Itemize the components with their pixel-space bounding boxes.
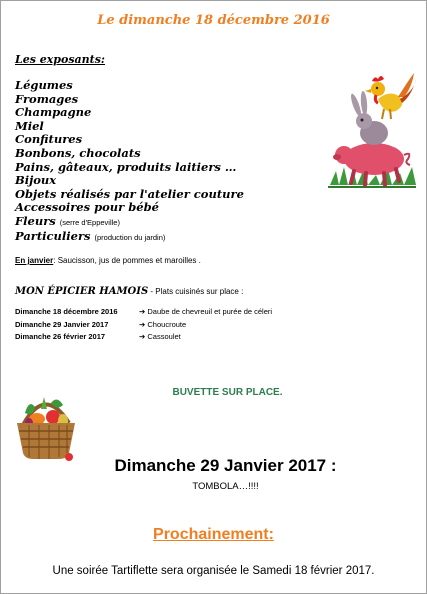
exhibitor-label: Fromages (15, 91, 79, 106)
exhibitor-note: (production du jardin) (94, 232, 166, 242)
exhibitor-label: Pains, gâteaux, produits laitiers … (15, 159, 237, 174)
upcoming-title: Prochainement: (153, 526, 274, 543)
exhibitor-label: Confitures (15, 132, 83, 147)
list-item (15, 230, 244, 245)
list-item (15, 106, 244, 120)
list-item (15, 161, 244, 175)
exhibitors-list (15, 79, 244, 244)
upcoming-text: Une soirée Tartiflette sera organisée le Samedi 18 février 2017. (52, 565, 375, 577)
arrow-icon: ➔ (139, 319, 146, 329)
arrow-icon: ➔ (139, 332, 146, 341)
tombola-text: TOMBOLA…!!!! (192, 481, 259, 492)
january-line (15, 256, 201, 265)
grocer-name: MON ÉPICIER HAMOIS (15, 286, 149, 297)
list-item (15, 201, 244, 215)
list-item (15, 93, 244, 107)
buvette-notice: BUVETTE SUR PLACE. (172, 387, 283, 398)
grocer-heading (15, 281, 243, 299)
menu-dish-label: Cassoulet (147, 332, 181, 341)
january-text: : Saucisson, jus de pommes et maroilles . (53, 256, 201, 265)
exhibitor-label: Miel (15, 118, 44, 133)
exhibitor-label: Objets réalisés par l'atelier couture (15, 186, 244, 201)
event-date: Dimanche 29 Janvier 2017 : (114, 456, 337, 475)
menu-dish (139, 307, 272, 316)
list-item (15, 174, 244, 188)
list-item (15, 79, 244, 93)
animal-stack-illustration (326, 63, 418, 193)
list-item (15, 133, 244, 147)
event-date-title: Le dimanche 18 décembre 2016 (97, 13, 330, 28)
menu-dish (139, 320, 186, 329)
exhibitor-label: Accessoires pour bébé (15, 200, 159, 215)
exhibitor-label: Bijoux (15, 173, 57, 188)
upcoming-heading (1, 526, 426, 544)
menu-date: Dimanche 26 février 2017 (15, 332, 106, 341)
exhibitor-label: Champagne (15, 105, 92, 120)
list-item (15, 120, 244, 134)
menu-row (15, 332, 181, 345)
menu-date: Dimanche 18 décembre 2016 (15, 307, 118, 316)
grocer-menu (15, 307, 273, 345)
list-item (15, 188, 244, 202)
menu-dish (139, 332, 181, 341)
exhibitor-label: Légumes (15, 78, 73, 92)
menu-row (15, 319, 187, 333)
arrow-icon: ➔ (139, 307, 146, 316)
vegetable-basket-illustration (11, 391, 79, 463)
exhibitor-label: Fleurs (15, 213, 56, 228)
menu-row (15, 307, 273, 320)
list-item (15, 147, 244, 161)
exhibitor-note: (serre d'Eppeville) (59, 217, 120, 227)
menu-dish-label: Choucroute (147, 319, 187, 329)
exhibitor-label: Bonbons, chocolats (15, 145, 141, 160)
exhibitor-label: Particuliers (15, 228, 91, 243)
grocer-subtitle: - Plats cuisinés sur place : (148, 287, 244, 296)
exhibitors-heading: Les exposants: (15, 53, 105, 66)
list-item (15, 215, 244, 230)
menu-dish-label: Daube de chevreuil et purée de céleri (147, 307, 273, 316)
menu-date: Dimanche 29 Janvier 2017 (15, 319, 109, 329)
january-label: En janvier (15, 256, 54, 265)
